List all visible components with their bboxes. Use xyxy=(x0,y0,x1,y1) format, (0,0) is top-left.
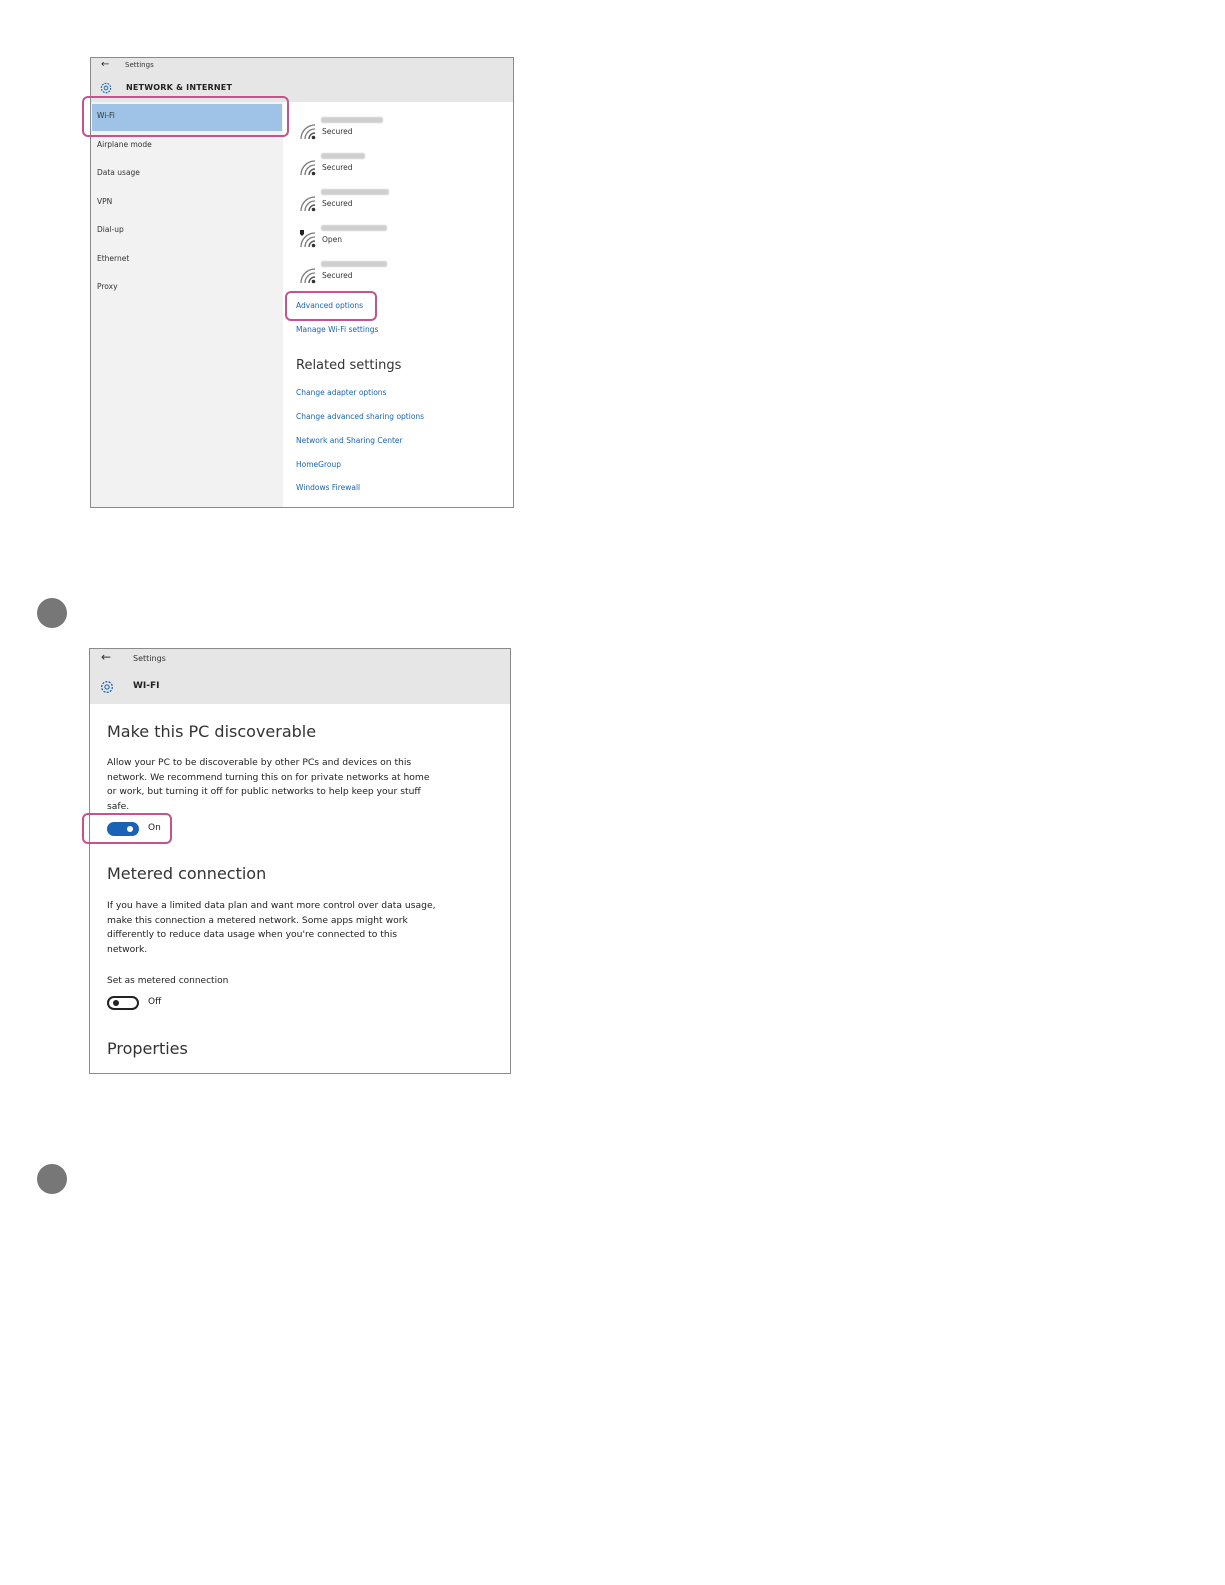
wifi-open-warning-icon xyxy=(297,229,317,249)
step-marker xyxy=(37,1164,67,1194)
sidebar-item-proxy[interactable]: Proxy xyxy=(97,282,118,291)
back-arrow-icon[interactable]: ← xyxy=(101,59,110,70)
network-status: Secured xyxy=(322,127,353,136)
settings-label: Settings xyxy=(133,654,166,663)
manage-wifi-settings-link[interactable]: Manage Wi-Fi settings xyxy=(296,325,379,334)
network-name-redacted xyxy=(321,189,389,195)
sidebar xyxy=(91,102,283,508)
network-item[interactable] xyxy=(297,117,417,147)
page-title: NETWORK & INTERNET xyxy=(126,83,233,92)
gear-icon xyxy=(99,679,115,695)
sidebar-item-data-usage[interactable]: Data usage xyxy=(97,168,140,177)
sidebar-item-ethernet[interactable]: Ethernet xyxy=(97,254,130,263)
change-adapter-options-link[interactable]: Change adapter options xyxy=(296,388,387,397)
network-item[interactable] xyxy=(297,261,417,291)
gear-icon xyxy=(99,81,113,95)
sidebar-item-vpn[interactable]: VPN xyxy=(97,197,113,206)
sidebar-item-wifi[interactable]: Wi-Fi xyxy=(97,111,115,120)
discoverable-description: Allow your PC to be discoverable by other PCs and devices on this network. We recommend turning this on for private networks at home or work, but turning it off for public networks to help keep your stuff safe. xyxy=(107,757,430,812)
discoverable-toggle-highlight-box xyxy=(82,813,172,844)
wifi-highlight-box xyxy=(82,96,289,137)
properties-heading: Properties xyxy=(107,1039,188,1058)
wifi-signal-icon xyxy=(297,121,317,141)
network-status: Open xyxy=(322,235,343,244)
metered-description: If you have a limited data plan and want more control over data usage, make this connection a metered network. Some apps might work differently to reduce data usage when you're connected to this network. xyxy=(107,900,436,955)
wifi-signal-icon xyxy=(297,265,317,285)
network-name-redacted xyxy=(321,117,383,123)
network-sharing-center-link[interactable]: Network and Sharing Center xyxy=(296,436,403,445)
sidebar-item-dial-up[interactable]: Dial-up xyxy=(97,225,124,234)
metered-heading: Metered connection xyxy=(107,864,267,883)
wifi-signal-icon xyxy=(297,193,317,213)
network-status: Secured xyxy=(322,163,353,172)
homegroup-link[interactable]: HomeGroup xyxy=(296,460,341,469)
change-advanced-sharing-link[interactable]: Change advanced sharing options xyxy=(296,412,425,421)
back-arrow-icon[interactable]: ← xyxy=(101,650,112,664)
wifi-settings-screenshot xyxy=(89,648,511,1074)
windows-firewall-link[interactable]: Windows Firewall xyxy=(296,483,361,492)
network-name-redacted xyxy=(321,261,387,267)
page-title: WI-FI xyxy=(133,681,160,691)
settings-label: Settings xyxy=(125,61,154,69)
sidebar-item-airplane-mode[interactable]: Airplane mode xyxy=(97,140,152,149)
network-item[interactable] xyxy=(297,225,417,255)
toggle-knob xyxy=(113,1000,119,1006)
discoverable-state-label: On xyxy=(148,823,161,833)
advanced-options-link[interactable]: Advanced options xyxy=(296,301,364,310)
network-name-redacted xyxy=(321,153,365,159)
network-status: Secured xyxy=(322,199,353,208)
discoverable-heading: Make this PC discoverable xyxy=(107,722,317,741)
step-marker xyxy=(37,598,67,628)
advanced-options-highlight-box xyxy=(285,291,377,321)
metered-toggle[interactable] xyxy=(107,996,139,1010)
related-settings-heading: Related settings xyxy=(296,358,402,373)
metered-state-label: Off xyxy=(148,997,162,1007)
wifi-signal-icon xyxy=(297,157,317,177)
metered-label: Set as metered connection xyxy=(107,976,229,986)
network-item[interactable] xyxy=(297,189,417,219)
network-status: Secured xyxy=(322,271,353,280)
network-item[interactable] xyxy=(297,153,417,183)
network-name-redacted xyxy=(321,225,387,231)
